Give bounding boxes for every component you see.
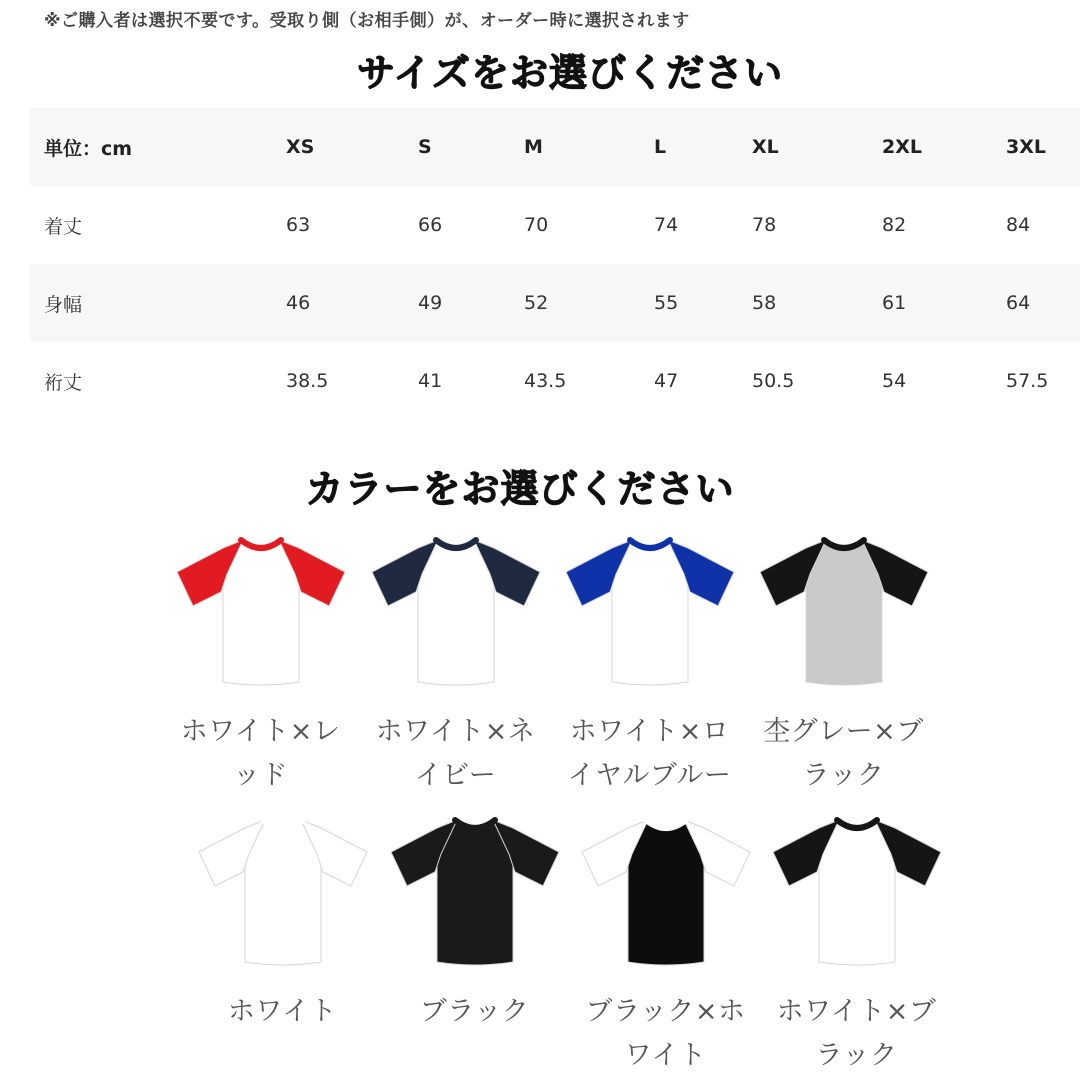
color-option-white-royal-blue[interactable]: [557, 530, 742, 798]
shirt-collar: [646, 820, 686, 828]
table-cell: 54: [882, 370, 907, 392]
size-header-3xl: 3XL: [992, 108, 1080, 186]
color-heading: カラーをお選びください: [305, 467, 735, 511]
tshirt-icon: [767, 810, 947, 970]
unit-label: 単位：cm: [30, 108, 272, 186]
row-label: 着丈: [44, 215, 83, 238]
color-option-white-red[interactable]: [168, 530, 353, 798]
tshirt-icon: [754, 530, 934, 690]
shirt-body: [819, 820, 895, 965]
tshirt-icon: [560, 530, 740, 690]
size-heading: サイズをお選びください: [357, 51, 783, 95]
table-cell: 64: [992, 264, 1080, 342]
tshirt-icon: [385, 810, 565, 970]
table-row-length: [30, 186, 1080, 264]
table-cell: 43.5: [524, 370, 567, 392]
table-cell: 47: [654, 370, 679, 392]
shirt-body: [223, 540, 299, 685]
shirt-collar: [837, 820, 877, 828]
table-cell: 58: [738, 264, 868, 342]
table-cell: 66: [418, 214, 443, 236]
color-name: ホワイト×ネイビー: [375, 716, 536, 791]
shirt-body: [418, 540, 494, 685]
size-header-2xl: 2XL: [868, 108, 992, 186]
table-cell: 52: [510, 264, 640, 342]
color-name: ホワイト×レッド: [180, 716, 341, 791]
color-option-heather-grey-black[interactable]: [751, 530, 936, 798]
purchase-note: ※ご購入者は選択不要です。受取り側（お相手側）が、オーダー時に選択されます: [44, 11, 690, 31]
size-header-l: L: [640, 108, 738, 186]
shirt-collar: [241, 540, 281, 548]
table-cell: 70: [524, 214, 549, 236]
size-header-xs: XS: [272, 108, 404, 186]
shirt-collar: [436, 540, 476, 548]
shirt-body: [628, 820, 704, 965]
table-cell: 41: [418, 370, 443, 392]
shirt-collar: [455, 820, 495, 828]
color-name: 杢グレー×ブラック: [763, 716, 924, 791]
color-name: ホワイト×ブラック: [776, 996, 937, 1071]
shirt-collar: [824, 540, 864, 548]
color-name: ブラック×ホワイト: [585, 996, 746, 1071]
color-option-white-navy[interactable]: [363, 530, 548, 798]
table-cell: 61: [868, 264, 992, 342]
color-name: ホワイト×ロイヤルブルー: [567, 716, 732, 791]
size-header-s: S: [404, 108, 510, 186]
table-cell: 74: [654, 214, 679, 236]
shirt-collar: [630, 540, 670, 548]
tshirt-icon: [193, 810, 373, 970]
table-cell: 38.5: [286, 370, 329, 392]
tshirt-icon: [576, 810, 756, 970]
size-header-row: [30, 108, 1080, 186]
row-label: 裄丈: [44, 371, 83, 394]
color-option-white[interactable]: [190, 810, 375, 1034]
table-cell: 78: [752, 214, 777, 236]
size-chart-table: [30, 108, 1080, 420]
shirt-body: [245, 820, 321, 965]
shirt-body: [437, 820, 513, 965]
size-header-m: M: [510, 108, 640, 186]
table-cell: 63: [286, 214, 311, 236]
table-row-sleeve: [30, 342, 1080, 420]
tshirt-icon: [171, 530, 351, 690]
table-cell: 49: [404, 264, 510, 342]
table-cell: 55: [640, 264, 738, 342]
table-cell: 50.5: [752, 370, 795, 392]
color-option-white-black[interactable]: [764, 810, 949, 1078]
table-cell: 84: [1006, 214, 1031, 236]
table-cell: 46: [272, 264, 404, 342]
row-label: 身幅: [30, 264, 272, 342]
shirt-collar: [263, 820, 303, 828]
table-cell: 82: [882, 214, 907, 236]
color-option-black[interactable]: [382, 810, 567, 1034]
table-row-width: [30, 264, 1080, 342]
shirt-body: [612, 540, 688, 685]
shirt-body: [806, 540, 882, 685]
table-cell: 57.5: [1006, 370, 1049, 392]
tshirt-icon: [366, 530, 546, 690]
color-name: ホワイト: [227, 996, 338, 1027]
color-name: ブラック: [419, 996, 530, 1027]
size-header-xl: XL: [738, 108, 868, 186]
color-option-black-white[interactable]: [573, 810, 758, 1078]
